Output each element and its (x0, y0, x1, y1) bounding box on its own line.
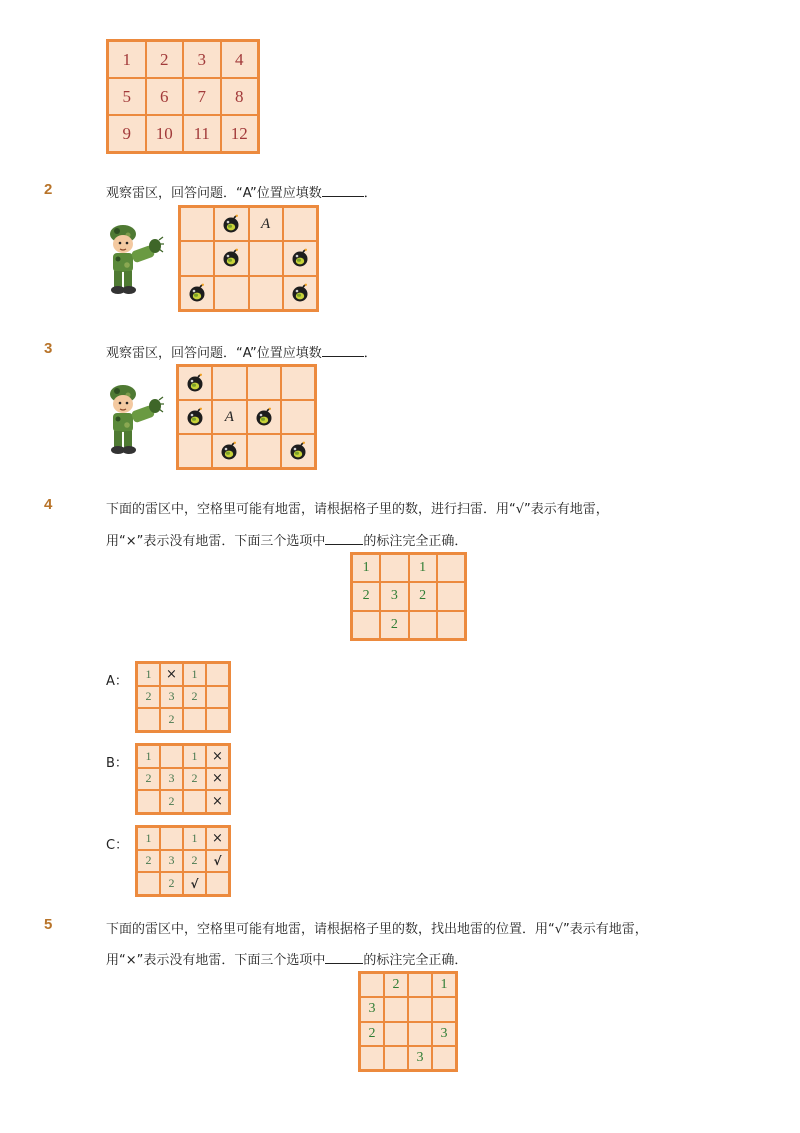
grid-cell: 1 (137, 745, 160, 768)
grid-cell: 10 (146, 115, 184, 152)
bomb-icon (288, 441, 308, 461)
grid-cell: 1 (183, 745, 206, 768)
grid-cell (281, 366, 315, 400)
grid-cell (437, 554, 465, 582)
grid-cell: 1 (137, 827, 160, 850)
grid-cell (214, 241, 248, 275)
grid-cell (160, 663, 183, 686)
question-text-line2 (106, 949, 467, 968)
bomb-icon (185, 407, 205, 427)
grid-cell: 9 (108, 115, 146, 152)
bomb-icon (290, 283, 310, 303)
question-number: 5 (44, 916, 53, 933)
option-c-grid[interactable] (135, 825, 231, 897)
q1-number-grid (106, 39, 260, 154)
grid-cell (247, 434, 281, 468)
grid-cell (178, 434, 212, 468)
question-prompt: 用“×”表示没有地雷．下面三个选项中 (106, 534, 326, 549)
grid-cell (437, 611, 465, 639)
grid-cell (360, 973, 384, 997)
grid-cell (214, 276, 248, 310)
grid-cell: 6 (146, 78, 184, 115)
grid-cell: 11 (183, 115, 221, 152)
grid-cell: 2 (137, 850, 160, 873)
option-b-grid[interactable] (135, 743, 231, 815)
question-prompt: 观察雷区，回答问题．“A”位置应填数 (106, 186, 322, 201)
grid-cell (283, 241, 317, 275)
grid-cell: 2 (360, 1022, 384, 1046)
bomb-icon (290, 248, 310, 268)
grid-cell: 1 (409, 554, 437, 582)
grid-cell (408, 997, 432, 1021)
question-end: 的标注完全正确． (363, 534, 468, 549)
grid-cell: 2 (137, 768, 160, 791)
grid-cell (384, 997, 408, 1021)
question-end: ． (363, 186, 377, 201)
question-number: 2 (44, 181, 53, 198)
q2-minefield-grid (178, 205, 319, 312)
grid-cell (432, 1046, 456, 1070)
grid-cell (384, 1046, 408, 1070)
grid-cell (380, 554, 408, 582)
mine-mark: √ (213, 853, 222, 868)
answer-blank[interactable] (325, 951, 363, 964)
no-mine-mark: × (212, 748, 223, 764)
question-end: ． (363, 346, 377, 361)
grid-cell: 12 (221, 115, 259, 152)
soldier-illustration (103, 224, 165, 296)
grid-cell: 2 (160, 790, 183, 813)
bomb-icon (221, 214, 241, 234)
grid-cell (409, 611, 437, 639)
grid-cell (249, 241, 283, 275)
grid-cell: 1 (183, 827, 206, 850)
grid-cell (160, 827, 183, 850)
grid-cell: 3 (432, 1022, 456, 1046)
grid-cell: 3 (360, 997, 384, 1021)
question-end: 的标注完全正确． (363, 953, 468, 968)
grid-cell (283, 276, 317, 310)
grid-cell (352, 611, 380, 639)
grid-cell (281, 434, 315, 468)
grid-cell (206, 850, 229, 873)
grid-cell (247, 366, 281, 400)
grid-cell: 4 (221, 41, 259, 78)
grid-cell: 3 (183, 41, 221, 78)
target-cell-a: A (261, 215, 271, 232)
grid-cell: 2 (160, 708, 183, 731)
bomb-icon (219, 441, 239, 461)
grid-cell (137, 872, 160, 895)
grid-cell (206, 768, 229, 791)
q5-minefield-grid (358, 971, 458, 1072)
question-text-line1: 下面的雷区中，空格里可能有地雷，请根据格子里的数，找出地雷的位置．用“√”表示有地雷， (106, 922, 648, 937)
grid-cell (437, 582, 465, 610)
grid-cell (180, 241, 214, 275)
grid-cell (281, 400, 315, 434)
grid-cell (206, 708, 229, 731)
grid-cell (206, 790, 229, 813)
grid-cell: 2 (352, 582, 380, 610)
question-text (106, 342, 377, 361)
grid-cell: 2 (137, 686, 160, 709)
no-mine-mark: × (212, 794, 223, 810)
answer-blank[interactable] (325, 532, 363, 545)
question-number: 3 (44, 340, 53, 357)
grid-cell (247, 400, 281, 434)
bomb-icon (185, 373, 205, 393)
grid-cell: 2 (183, 768, 206, 791)
grid-cell (180, 276, 214, 310)
question-number: 4 (44, 496, 53, 513)
grid-cell (137, 708, 160, 731)
no-mine-mark: × (212, 830, 223, 846)
grid-cell (178, 366, 212, 400)
grid-cell: 1 (108, 41, 146, 78)
grid-cell (183, 872, 206, 895)
grid-cell (212, 400, 246, 434)
soldier-minesweeper-icon (103, 384, 165, 456)
grid-cell: 1 (432, 973, 456, 997)
grid-cell (384, 1022, 408, 1046)
mine-mark: √ (190, 876, 199, 891)
grid-cell: 2 (146, 41, 184, 78)
bomb-icon (254, 407, 274, 427)
grid-cell (206, 686, 229, 709)
grid-cell (183, 708, 206, 731)
grid-cell (178, 400, 212, 434)
answer-blank[interactable] (322, 184, 364, 197)
grid-cell (408, 1022, 432, 1046)
grid-cell (183, 790, 206, 813)
question-text-line2 (106, 530, 467, 549)
grid-cell (180, 207, 214, 241)
no-mine-mark: × (166, 666, 177, 682)
grid-cell: 1 (352, 554, 380, 582)
grid-cell (206, 663, 229, 686)
soldier-minesweeper-icon (103, 224, 165, 296)
grid-cell (206, 827, 229, 850)
grid-cell: 3 (160, 768, 183, 791)
q4-minefield-grid (350, 552, 467, 641)
grid-cell: 1 (183, 663, 206, 686)
option-a-label[interactable]: A： (106, 674, 128, 689)
grid-cell: 7 (183, 78, 221, 115)
grid-cell (408, 973, 432, 997)
target-cell-a: A (224, 408, 234, 425)
grid-cell: 2 (183, 686, 206, 709)
option-c-label[interactable]: C： (106, 838, 129, 853)
grid-cell: 2 (183, 850, 206, 873)
question-text (106, 182, 377, 201)
grid-cell: 2 (409, 582, 437, 610)
grid-cell (214, 207, 248, 241)
soldier-illustration (103, 384, 165, 456)
grid-cell: 2 (380, 611, 408, 639)
grid-cell (212, 366, 246, 400)
grid-cell (160, 745, 183, 768)
option-b-label[interactable]: B： (106, 756, 128, 771)
q3-minefield-grid (176, 364, 317, 470)
grid-cell (212, 434, 246, 468)
bomb-icon (221, 248, 241, 268)
grid-cell (432, 997, 456, 1021)
grid-cell: 8 (221, 78, 259, 115)
grid-cell: 2 (384, 973, 408, 997)
grid-cell (283, 207, 317, 241)
no-mine-mark: × (212, 771, 223, 787)
grid-cell: 5 (108, 78, 146, 115)
grid-cell: 3 (160, 686, 183, 709)
grid-cell (249, 207, 283, 241)
answer-blank[interactable] (322, 344, 364, 357)
question-prompt: 用“×”表示没有地雷．下面三个选项中 (106, 953, 326, 968)
grid-cell (206, 872, 229, 895)
grid-cell (249, 276, 283, 310)
bomb-icon (187, 283, 207, 303)
grid-cell: 3 (380, 582, 408, 610)
grid-cell: 3 (160, 850, 183, 873)
grid-cell: 3 (408, 1046, 432, 1070)
question-prompt: 观察雷区，回答问题．“A”位置应填数 (106, 346, 322, 361)
grid-cell: 1 (137, 663, 160, 686)
grid-cell (137, 790, 160, 813)
option-a-grid[interactable] (135, 661, 231, 733)
question-text-line1: 下面的雷区中，空格里可能有地雷，请根据格子里的数，进行扫雷．用“√”表示有地雷， (106, 502, 609, 517)
grid-cell: 2 (160, 872, 183, 895)
grid-cell (360, 1046, 384, 1070)
grid-cell (206, 745, 229, 768)
